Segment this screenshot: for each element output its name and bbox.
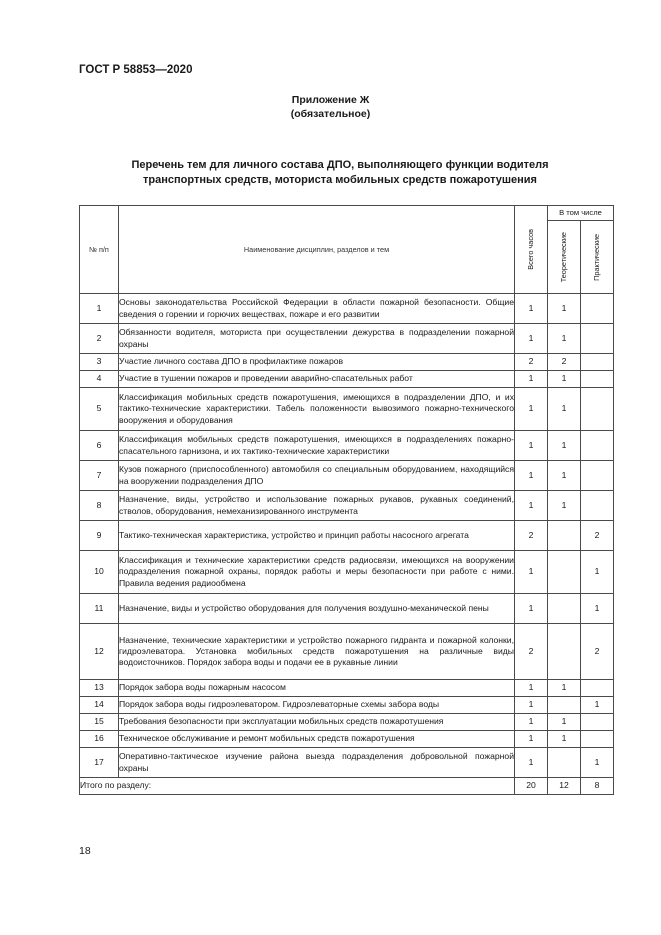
table-row [80, 354, 614, 371]
row-topic: Классификация мобильных средств пожаротушения, имеющихся в подразделениях пожарно-спасательного гарнизона, и их тактико-технические характеристики [119, 431, 515, 461]
row-number: 8 [80, 491, 119, 521]
header-practical-label: Практические [592, 233, 602, 281]
row-topic: Назначение, виды и устройство оборудования для получения воздушно-механической пены [119, 594, 515, 624]
row-number: 3 [80, 354, 119, 371]
row-number: 13 [80, 680, 119, 697]
row-total-hours: 1 [515, 731, 548, 748]
row-theory-hours: 2 [548, 354, 581, 371]
row-number: 1 [80, 294, 119, 324]
row-total-hours: 1 [515, 324, 548, 354]
row-theory-hours: 1 [548, 431, 581, 461]
table-row [80, 431, 614, 461]
row-practice-hours [581, 461, 614, 491]
table-title-line-1: Перечень тем для личного состава ДПО, выполняющего функции водителя [131, 159, 549, 171]
row-number: 16 [80, 731, 119, 748]
row-number: 11 [80, 594, 119, 624]
row-theory-hours [548, 521, 581, 551]
row-number: 12 [80, 624, 119, 680]
row-number: 14 [80, 697, 119, 714]
row-theory-hours [548, 624, 581, 680]
row-practice-hours [581, 431, 614, 461]
row-practice-hours: 1 [581, 748, 614, 778]
header-theoretical [548, 221, 581, 294]
table-row [80, 748, 614, 778]
row-practice-hours [581, 714, 614, 731]
table-row [80, 324, 614, 354]
row-topic: Тактико-техническая характеристика, устройство и принцип работы насосного агрегата [119, 521, 515, 551]
row-practice-hours: 2 [581, 624, 614, 680]
row-total-hours: 2 [515, 624, 548, 680]
table-title [110, 158, 570, 188]
row-theory-hours: 1 [548, 491, 581, 521]
row-theory-hours: 1 [548, 680, 581, 697]
row-number: 15 [80, 714, 119, 731]
row-theory-hours: 1 [548, 731, 581, 748]
row-theory-hours [548, 551, 581, 594]
table-body [80, 294, 614, 795]
totals-theory-hours: 12 [548, 778, 581, 795]
row-practice-hours [581, 491, 614, 521]
header-discipline-name: Наименование дисциплин, разделов и тем [119, 206, 515, 294]
row-topic: Порядок забора воды гидроэлеватором. Гидроэлеваторные схемы забора воды [119, 697, 515, 714]
row-number: 10 [80, 551, 119, 594]
row-practice-hours [581, 354, 614, 371]
appendix-note: (обязательное) [290, 108, 371, 120]
table-row [80, 714, 614, 731]
table-row [80, 731, 614, 748]
row-practice-hours: 1 [581, 594, 614, 624]
row-number: 17 [80, 748, 119, 778]
document-standard-header: ГОСТ Р 58853—2020 [79, 64, 193, 76]
table-header [80, 206, 614, 294]
row-theory-hours [548, 594, 581, 624]
table-row [80, 521, 614, 551]
row-number: 9 [80, 521, 119, 551]
table-row [80, 697, 614, 714]
header-including: В том числе [548, 206, 614, 221]
table-row [80, 680, 614, 697]
row-practice-hours [581, 371, 614, 388]
header-total-hours [515, 206, 548, 294]
row-topic: Порядок забора воды пожарным насосом [119, 680, 515, 697]
page-number: 18 [79, 845, 91, 857]
row-total-hours: 1 [515, 680, 548, 697]
row-theory-hours: 1 [548, 324, 581, 354]
row-theory-hours: 1 [548, 461, 581, 491]
row-theory-hours: 1 [548, 714, 581, 731]
row-total-hours: 1 [515, 461, 548, 491]
appendix-heading [0, 93, 661, 121]
topics-table [79, 205, 614, 795]
table-row [80, 551, 614, 594]
row-topic: Кузов пожарного (приспособленного) автомобиля со специальным оборудованием, находящийся на вооружении подразделения ДПО [119, 461, 515, 491]
row-topic: Участие личного состава ДПО в профилактике пожаров [119, 354, 515, 371]
header-theoretical-label: Теоретические [559, 231, 569, 283]
totals-label: Итого по разделу: [80, 778, 515, 795]
header-total-hours-label: Всего часов [526, 229, 536, 270]
row-total-hours: 1 [515, 697, 548, 714]
header-practical [581, 221, 614, 294]
table-row [80, 624, 614, 680]
row-number: 5 [80, 388, 119, 431]
table-row [80, 388, 614, 431]
row-topic: Назначение, виды, устройство и использование пожарных рукавов, рукавных соединений, стволов, оборудования, немеханизированного инструмента [119, 491, 515, 521]
row-practice-hours: 1 [581, 551, 614, 594]
row-practice-hours [581, 731, 614, 748]
table-row [80, 594, 614, 624]
row-practice-hours: 1 [581, 697, 614, 714]
row-total-hours: 2 [515, 354, 548, 371]
row-topic: Назначение, технические характеристики и устройство пожарного гидранта и пожарной колонки, гидроэлеватора. Установка мобильных средств пожаротушения на различные виды водоисточников. Порядок забора воды и подачи ее в рукавные линии [119, 624, 515, 680]
row-total-hours: 1 [515, 371, 548, 388]
row-number: 4 [80, 371, 119, 388]
row-topic: Классификация мобильных средств пожаротушения, имеющихся в подразделении ДПО, и их тактико-технические характеристики. Табель положенности вывозимого пожарно-технического вооружения и оборудования [119, 388, 515, 431]
row-total-hours: 1 [515, 491, 548, 521]
row-practice-hours: 2 [581, 521, 614, 551]
row-theory-hours: 1 [548, 388, 581, 431]
header-number: № п/п [80, 206, 119, 294]
table-row [80, 461, 614, 491]
table-row [80, 491, 614, 521]
row-total-hours: 1 [515, 748, 548, 778]
row-number: 7 [80, 461, 119, 491]
totals-total-hours: 20 [515, 778, 548, 795]
table-title-line-2: транспортных средств, моториста мобильных средств пожаротушения [143, 174, 537, 186]
row-topic: Основы законодательства Российской Федерации в области пожарной безопасности. Общие сведения о горении и горючих веществах, пожаре и его развитии [119, 294, 515, 324]
row-practice-hours [581, 680, 614, 697]
row-topic: Обязанности водителя, моториста при осуществлении дежурства в подразделении пожарной охраны [119, 324, 515, 354]
row-practice-hours [581, 388, 614, 431]
totals-practice-hours: 8 [581, 778, 614, 795]
row-total-hours: 1 [515, 714, 548, 731]
row-number: 2 [80, 324, 119, 354]
row-topic: Техническое обслуживание и ремонт мобильных средств пожаротушения [119, 731, 515, 748]
row-total-hours: 1 [515, 594, 548, 624]
table-row [80, 294, 614, 324]
row-topic: Участие в тушении пожаров и проведении аварийно-спасательных работ [119, 371, 515, 388]
totals-row [80, 778, 614, 795]
row-number: 6 [80, 431, 119, 461]
row-theory-hours [548, 697, 581, 714]
row-practice-hours [581, 324, 614, 354]
row-topic: Требования безопасности при эксплуатации мобильных средств пожаротушения [119, 714, 515, 731]
row-theory-hours [548, 748, 581, 778]
row-total-hours: 2 [515, 521, 548, 551]
row-total-hours: 1 [515, 294, 548, 324]
row-practice-hours [581, 294, 614, 324]
row-total-hours: 1 [515, 388, 548, 431]
row-total-hours: 1 [515, 551, 548, 594]
row-topic: Оперативно-тактическое изучение района выезда подразделения добровольной пожарной охраны [119, 748, 515, 778]
row-theory-hours: 1 [548, 294, 581, 324]
row-topic: Классификация и технические характеристики средств радиосвязи, имеющихся на вооружении подразделения пожарной охраны, порядок работы и меры безопасности при работе с ними. Правила ведения радиообмена [119, 551, 515, 594]
table-row [80, 371, 614, 388]
row-theory-hours: 1 [548, 371, 581, 388]
row-total-hours: 1 [515, 431, 548, 461]
appendix-title: Приложение Ж [291, 94, 370, 106]
